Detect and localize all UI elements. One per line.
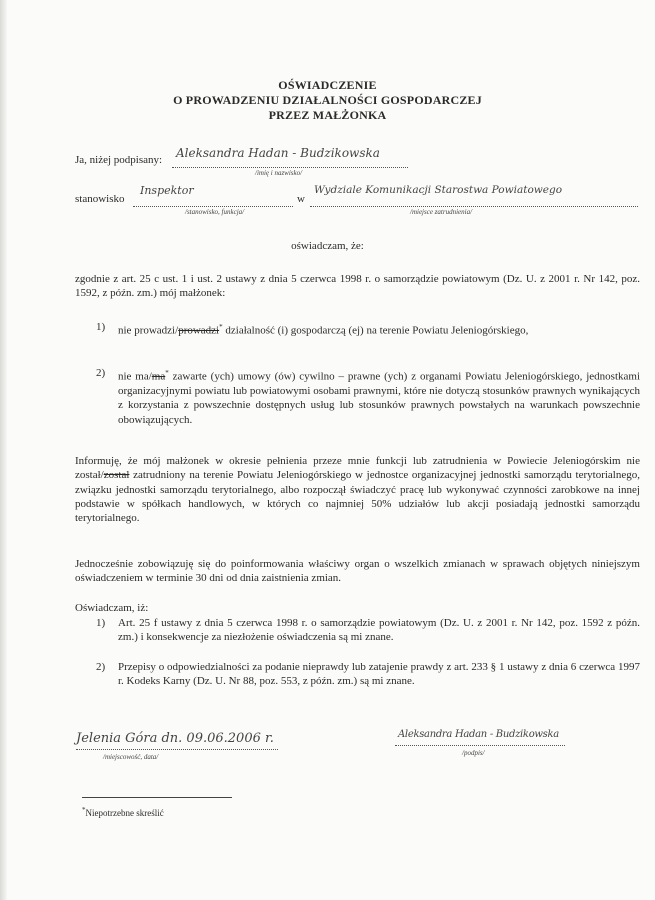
- inform-struck-text: został: [103, 469, 130, 482]
- workplace-dotted-line: [310, 205, 638, 207]
- signature-caption: /podpis/: [462, 749, 485, 757]
- footnote-mark: *: [165, 369, 169, 377]
- position-caption: /stanowisko, funkcja/: [185, 208, 245, 216]
- list-item-number: 2): [96, 367, 106, 379]
- list-item: [96, 366, 640, 427]
- list-item-number: 2): [96, 661, 106, 673]
- place-date-dotted-line: [76, 748, 278, 750]
- list-item-text: Art. 25 f ustawy z dnia 5 czerwca 1998 r. o samorządzie powiatowym (Dz. U. z 2001 r. Nr 142, poz. 1592 z późn. zm.) i konsekwencje za niezłożenie oświadczenia są mi znane.: [118, 617, 640, 644]
- list-item: [96, 616, 640, 645]
- list-item: [96, 320, 640, 338]
- signer-name-handwritten: Aleksandra Hadan - Budzikowska: [176, 146, 380, 160]
- list-item-number: 1): [96, 321, 106, 333]
- workplace-caption: /miejsce zatrudnienia/: [410, 208, 473, 216]
- list-item-text-pre: nie prowadzi/: [118, 324, 179, 337]
- position-dotted-line: [133, 205, 293, 207]
- footnote-mark: *: [82, 806, 86, 814]
- signer-dotted-line: [172, 166, 408, 168]
- inform-text-post: zatrudniony na terenie Powiatu Jeleniogórskiego w jednostce organizacyjnej jednostki samorządu terytorialnego, związku jednostki samorządu terytorialnego, albo rozpoczął świadczyć pracę lub wykonywać czynności zarobkowe na innej podstawie w spółkach handlowych, w których co najmniej 50% udziałów lub akcji posiadają jednostki samorządu terytorialnego.: [75, 469, 640, 525]
- signer-label: Ja, niżej podpisany:: [75, 154, 163, 166]
- commit-paragraph: Jednocześnie zobowiązuję się do poinformowania właściwy organ o wszelkich zmianach w sprawach objętych niniejszym oświadczeniem w terminie 30 dni od dnia zaistnienia zmian.: [75, 558, 640, 585]
- list-item-number: 1): [96, 617, 106, 629]
- declare-heading: oświadczam, że:: [291, 240, 364, 252]
- inform-paragraph: [75, 454, 640, 525]
- footnote-mark: *: [219, 323, 223, 331]
- footnote-text: Niepotrzebne skreślić: [85, 808, 164, 818]
- footnote: [82, 806, 164, 818]
- list-item: [96, 660, 640, 689]
- intro-paragraph: zgodnie z art. 25 c ust. 1 i ust. 2 ustawy z dnia 5 czerwca 1998 r. o samorządzie powiatowym (Dz. U. z 2001 r. Nr 142, poz. 1592, z późn. zm.) mój małżonek:: [75, 273, 640, 300]
- position-label: stanowisko: [75, 193, 125, 205]
- position-connector: w: [297, 193, 305, 205]
- signature-dotted-line: [395, 744, 565, 746]
- list-item-struck-text: prowadzi: [178, 324, 220, 337]
- inform-text-pre: Informuję, że mój małżonek w okresie pełnienia przeze mnie funkcji lub zatrudnienia w Powiecie Jeleniogórskim nie został/: [75, 455, 640, 482]
- signer-name-caption: /imię i nazwisko/: [255, 169, 303, 177]
- footnote-rule: [82, 797, 232, 798]
- list-item-text-pre: nie ma/: [118, 370, 152, 383]
- workplace-handwritten: Wydziale Komunikacji Starostwa Powiatowego: [314, 184, 563, 196]
- list-item-text-post: działalność (i) gospodarczą (ej) na terenie Powiatu Jeleniogórskiego,: [222, 324, 529, 337]
- place-date-handwritten: Jelenia Góra dn. 09.06.2006 r.: [76, 731, 274, 746]
- place-date-caption: /miejscowość, data/: [103, 753, 159, 761]
- position-value-handwritten: Inspektor: [140, 184, 194, 197]
- known-heading: Oświadczam, iż:: [75, 602, 149, 614]
- title-line-1: OŚWIADCZENIE: [278, 78, 377, 92]
- signature-handwritten: Aleksandra Hadan - Budzikowska: [398, 729, 559, 740]
- list-item-struck-text: ma: [151, 370, 166, 383]
- title-line-3: PRZEZ MAŁŻONKA: [268, 108, 387, 122]
- list-item-text-post: zawarte (ych) umowy (ów) cywilno – prawne (ych) z organami Powiatu Jeleniogórskiego, jednostkami organizacyjnymi powiatu lub powiatowymi osobami prawnymi, które nie dotyczą stosunków prawnych wynikających z korzystania z powszechnie dostępnych usług lub stosunków prawnych powstałych na warunkach powszechnie obowiązujących.: [118, 370, 640, 426]
- title-line-2: O PROWADZENIU DZIAŁALNOŚCI GOSPODARCZEJ: [173, 93, 482, 107]
- list-item-text: Przepisy o odpowiedzialności za podanie nieprawdy lub zatajenie prawdy z art. 233 § 1 ustawy z dnia 6 czerwca 1997 r. Kodeks Karny (Dz. U. Nr 88, poz. 553, z późn. zm.) są mi znane.: [118, 661, 640, 688]
